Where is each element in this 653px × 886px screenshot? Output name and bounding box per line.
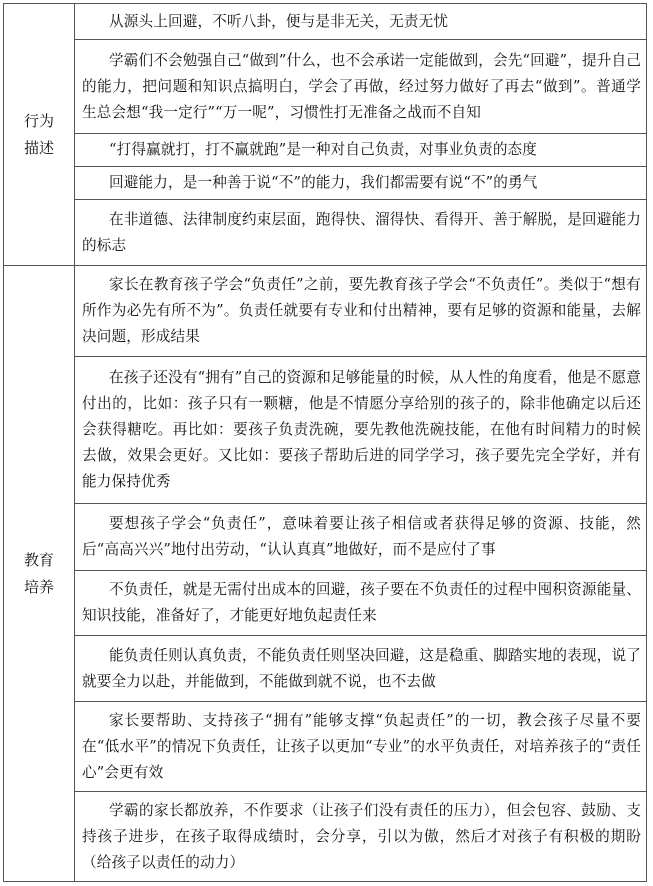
table-row	[4, 636, 647, 702]
description-cell	[75, 200, 647, 266]
table-row	[4, 702, 647, 792]
description-text: 学霸的家长都放养，不作要求（让孩子们没有责任的压力），但会包容、鼓励、支持孩子进步，在孩子取得成绩时，会分享，引以为傲，然后才对孩子有积极的期盼（给孩子以责任的动力）	[82, 801, 641, 871]
table-row	[4, 4, 647, 40]
table-row	[4, 792, 647, 882]
description-text: 在孩子还没有“拥有”自己的资源和足够能量的时候，从人性的角度看，他是不愿意付出的，比如：孩子只有一颗糖，他是不情愿分享给别的孩子的，除非他确定以后还会获得糖吃。再比如：要孩子负责洗碗，要先教他洗碗技能，在他有时间精力的时候去做，效果会更好。又比如：要孩子帮助后进的同学学习，孩子要先完全学好，并有能力保持优秀	[82, 369, 641, 490]
category-label-line: 描述	[23, 138, 54, 157]
table-row	[4, 266, 647, 357]
table-row	[4, 200, 647, 266]
content-table	[3, 3, 647, 882]
description-text: “打得赢就打，打不赢就跑”是一种对自己负责，对事业负责的态度	[109, 141, 538, 158]
description-cell	[75, 40, 647, 134]
table-row	[4, 571, 647, 636]
description-cell	[75, 167, 647, 200]
category-label-line: 行为	[23, 111, 54, 130]
description-text: 家长在教育孩子学会“负责任”之前，要先教育孩子学会“不负责任”。类似于“想有所作为必先有所不为”。负责任就要有专业和付出精神，要有足够的资源和能量，去解决问题，形成结果	[82, 276, 641, 345]
description-cell	[75, 4, 647, 40]
table-row	[4, 134, 647, 167]
table-row	[4, 167, 647, 200]
description-text: 家长要帮助、支持孩子“拥有”能够支撑“负起责任”的一切，教会孩子尽量不要在“低水平”的情况下负责任，让孩子以更加“专业”的水平负责任，对培养孩子的“责任心”会更有效	[82, 711, 641, 781]
description-text: 要想孩子学会“负责任”，意味着要让孩子相信或者获得足够的资源、技能，然后“高高兴兴”地付出劳动，“认认真真”地做好，而不是应付了事	[82, 515, 641, 558]
description-cell	[75, 134, 647, 167]
description-text: 从源头上回避，不听八卦，便与是非无关，无责无忧	[109, 12, 449, 30]
description-text: 在非道德、法律制度约束层面，跑得快、溜得快、看得开、善于解脱，是回避能力的标志	[82, 210, 641, 254]
description-text: 能负责任则认真负责，不能负责任则坚决回避，这是稳重、脚踏实地的表现，说了就要全力以赴，并能做到，不能做到就不说，也不去做	[82, 646, 641, 690]
description-cell	[75, 636, 647, 702]
table-row	[4, 357, 647, 504]
description-text: 学霸们不会勉强自己“做到”什么，也不会承诺一定能做到，会先“回避”，提升自己的能力，把问题和知识点搞明白，学会了再做，经过努力做好了再去“做到”。普通学生总会想“我一定行”“万一呢”，习惯性打无准备之战而不自知	[82, 51, 641, 121]
description-text: 回避能力，是一种善于说“不”的能力，我们都需要有说“不”的勇气	[109, 174, 538, 191]
table-row	[4, 40, 647, 134]
description-cell	[75, 702, 647, 792]
description-text: 不负责任，就是无需付出成本的回避，孩子要在不负责任的过程中囤积资源能量、知识技能，准备好了，才能更好地负起责任来	[82, 581, 641, 624]
category-cell-behavior	[4, 4, 75, 266]
description-cell	[75, 571, 647, 636]
description-cell	[75, 357, 647, 504]
description-cell	[75, 792, 647, 882]
category-label-line: 培养	[23, 577, 54, 596]
category-label-line: 教育	[23, 550, 54, 569]
description-cell	[75, 504, 647, 571]
description-cell	[75, 266, 647, 357]
table-row	[4, 504, 647, 571]
category-cell-education	[4, 266, 75, 882]
